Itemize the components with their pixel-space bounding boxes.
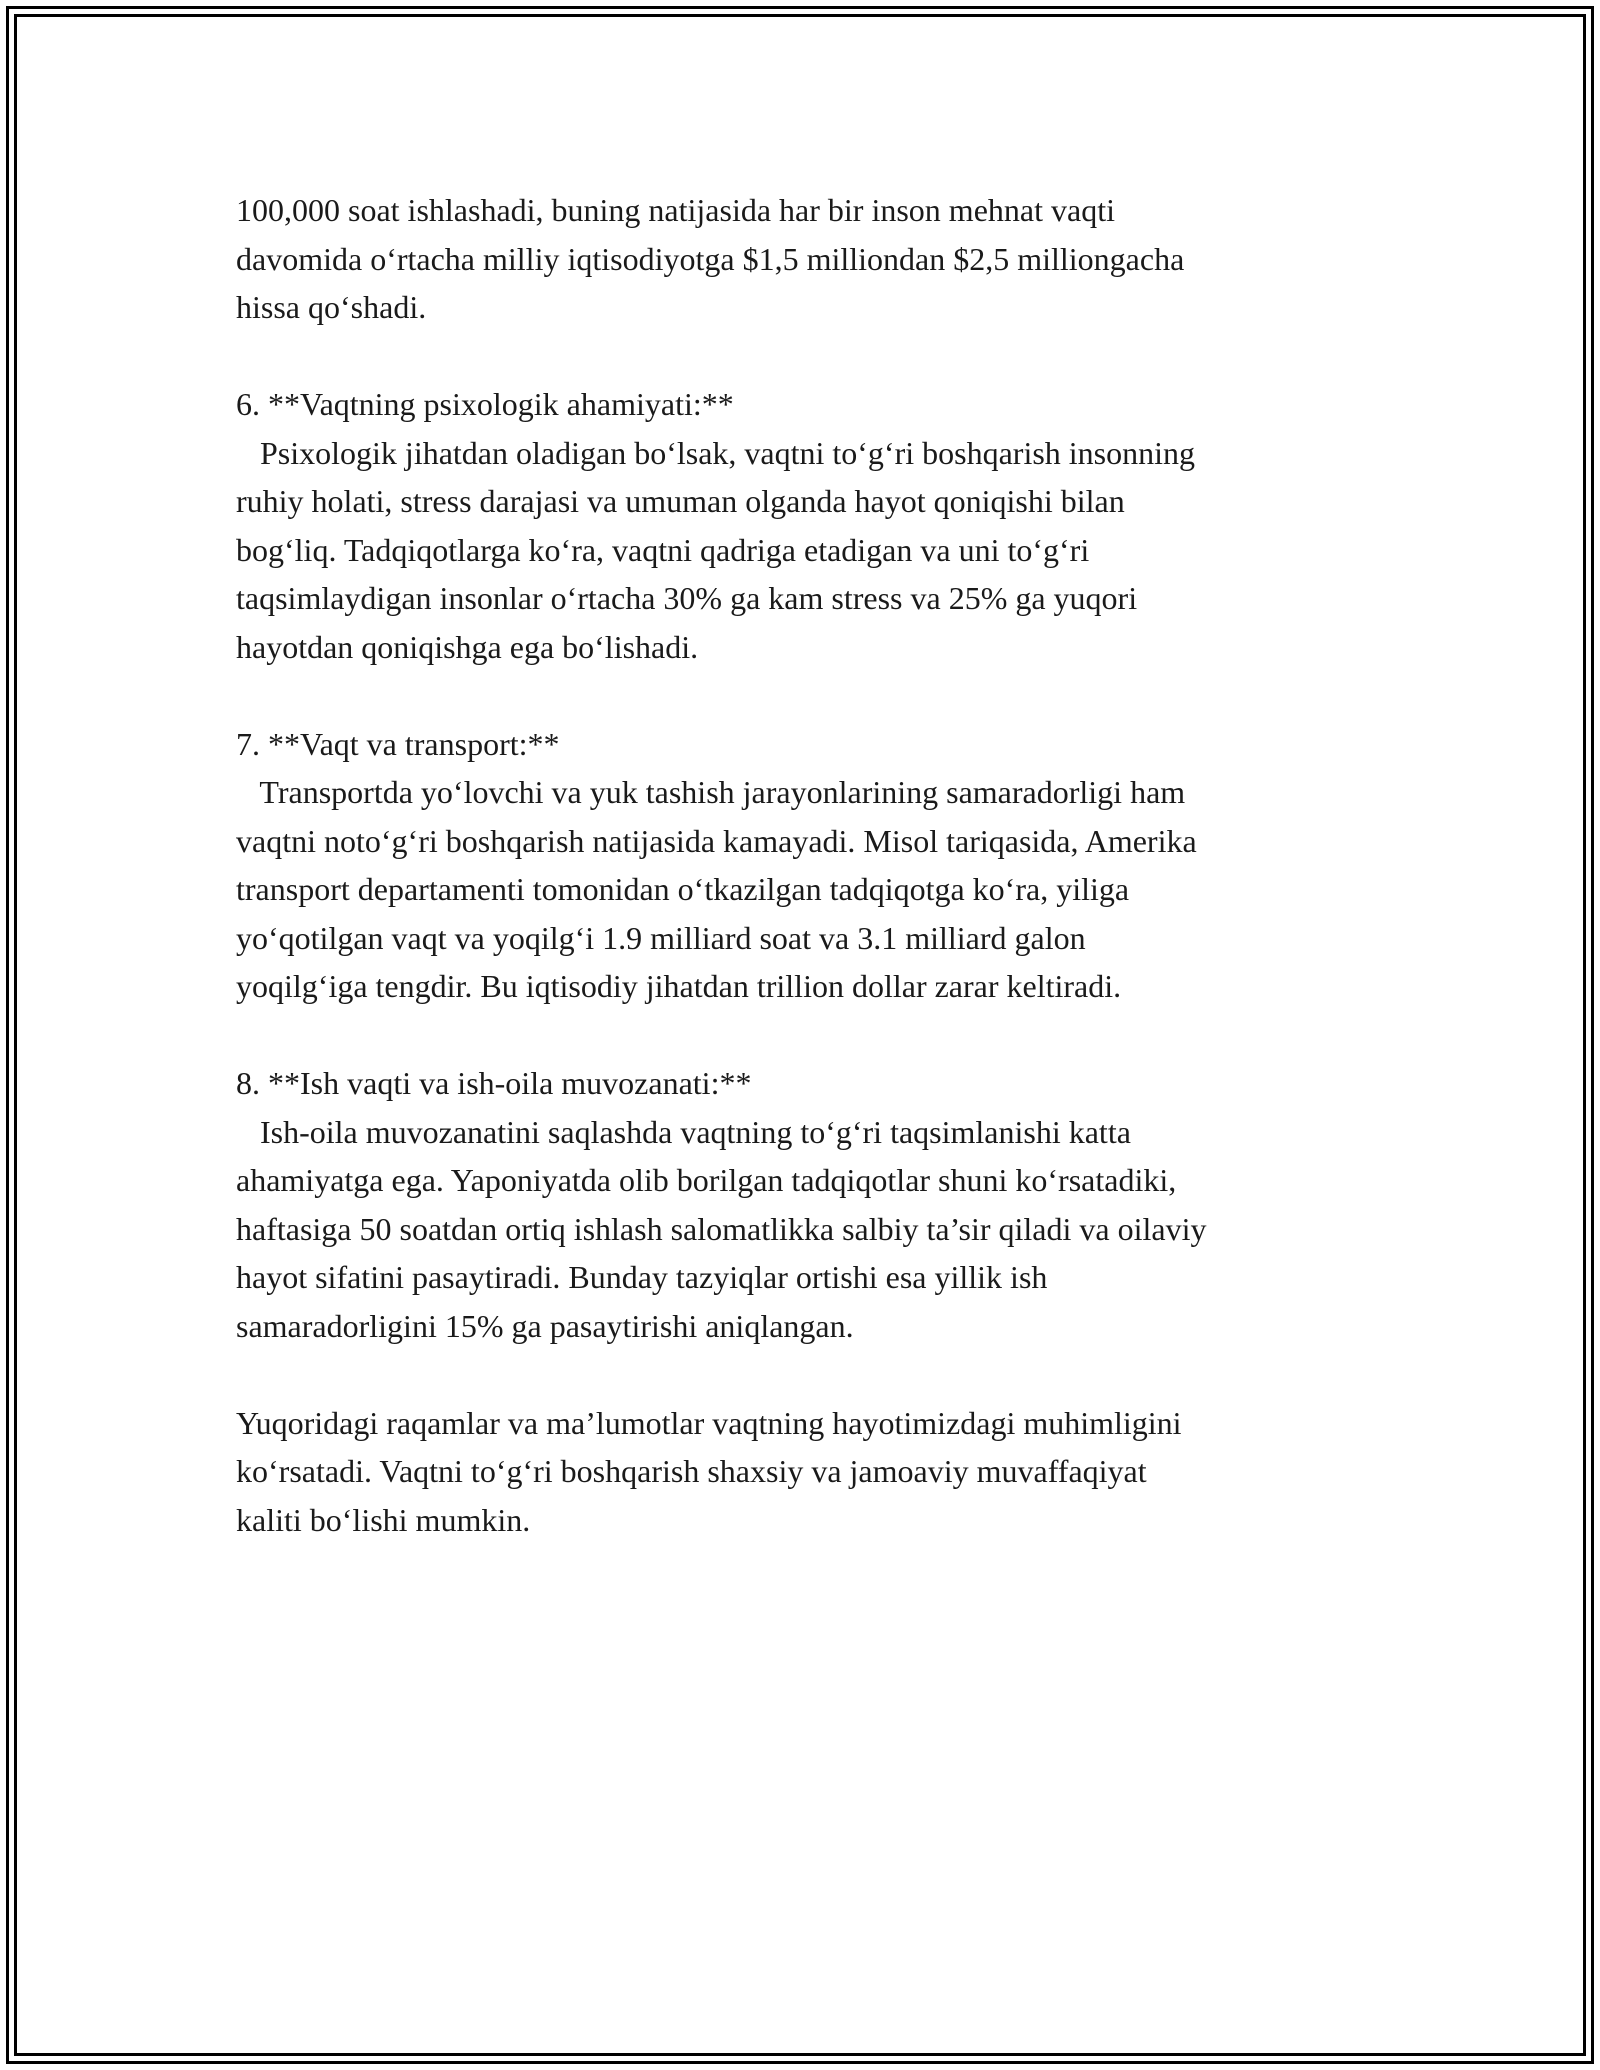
section-8	[236, 1059, 1366, 1350]
section-6-line: ruhiy holati, stress darajasi va umuman olganda hayot qoniqishi bilan	[236, 483, 1125, 519]
document-body	[236, 186, 1366, 1593]
section-7-line: vaqtni noto‘g‘ri boshqarish natijasida kamayadi. Misol tariqasida, Amerika	[236, 822, 1197, 859]
section-8-line: hayot sifatini pasaytiradi. Bunday tazyiqlar ortishi esa yillik ish	[236, 1259, 1048, 1295]
section-6-line: hayotdan qoniqishga ega bo‘lishadi.	[236, 628, 699, 665]
section-8-line: haftasiga 50 soatdan ortiq ishlash salomatlikka salbiy ta’sir qiladi va oilaviy	[236, 1210, 1207, 1247]
section-8-heading: 8. **Ish vaqti va ish-oila muvozanati:**	[236, 1065, 752, 1101]
conclusion-line: ko‘rsatadi. Vaqtni to‘g‘ri boshqarish shaxsiy va jamoaviy muvaffaqiyat	[236, 1453, 1147, 1489]
section-7-line: yo‘qotilgan vaqt va yoqilg‘i 1.9 milliard soat va 3.1 milliard galon	[236, 919, 1086, 956]
intro-line: davomida o‘rtacha milliy iqtisodiyotga $1,5 milliondan $2,5 milliongacha	[236, 240, 1185, 277]
intro-line: 100,000 soat ishlashadi, buning natijasida har bir inson mehnat vaqti	[236, 192, 1115, 228]
section-6-line: Psixologik jihatdan oladigan bo‘lsak, vaqtni to‘g‘ri boshqarish insonning	[236, 434, 1196, 471]
section-7-heading: 7. **Vaqt va transport:**	[236, 725, 560, 762]
section-8-line: Ish-oila muvozanatini saqlashda vaqtning to‘g‘ri taqsimlanishi katta	[236, 1113, 1131, 1150]
intro-paragraph	[236, 186, 1366, 332]
conclusion-line: Yuqoridagi raqamlar va ma’lumotlar vaqtning hayotimizdagi muhimligini	[236, 1404, 1182, 1441]
section-7-line: transport departamenti tomonidan o‘tkazilgan tadqiqotga ko‘ra, yiliga	[236, 871, 1130, 907]
section-6-heading: 6. **Vaqtning psixologik ahamiyati:**	[236, 386, 734, 422]
section-7	[236, 720, 1366, 1011]
intro-line: hissa qo‘shadi.	[236, 289, 427, 325]
section-8-line: samaradorligini 15% ga pasaytirishi aniqlangan.	[236, 1307, 854, 1344]
section-6-line: taqsimlaydigan insonlar o‘rtacha 30% ga kam stress va 25% ga yuqori	[236, 580, 1138, 616]
conclusion-paragraph	[236, 1399, 1366, 1545]
section-8-line: ahamiyatga ega. Yaponiyatda olib borilgan tadqiqotlar shuni ko‘rsatadiki,	[236, 1162, 1177, 1198]
section-7-line: Transportda yo‘lovchi va yuk tashish jarayonlarining samaradorligi ham	[236, 774, 1186, 810]
section-6-line: bog‘liq. Tadqiqotlarga ko‘ra, vaqtni qadriga etadigan va uni to‘g‘ri	[236, 531, 1090, 568]
section-6	[236, 380, 1366, 671]
section-7-line: yoqilg‘iga tengdir. Bu iqtisodiy jihatdan trillion dollar zarar keltiradi.	[236, 968, 1122, 1004]
conclusion-line: kaliti bo‘lishi mumkin.	[236, 1501, 531, 1538]
